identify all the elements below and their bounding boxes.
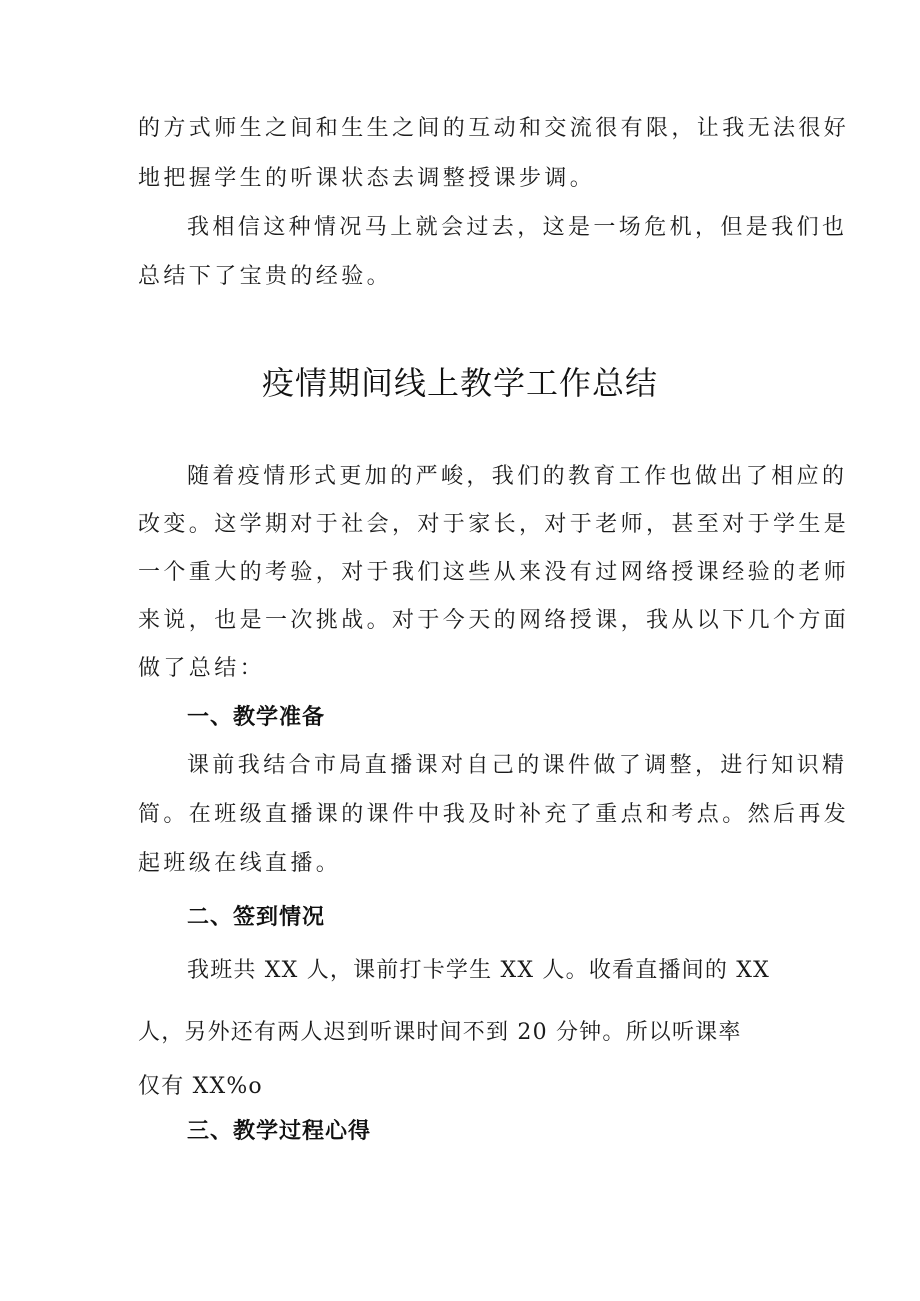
opening-line-4: 来说，也是一次挑战。对于今天的网络授课，我从以下几个方面 — [138, 608, 850, 633]
section-heading-3: 三、教学过程心得 — [187, 1119, 372, 1144]
section1-line-1: 课前我结合市局直播课对自己的课件做了调整，进行知识精 — [187, 753, 848, 778]
section-heading-2: 二、签到情况 — [187, 905, 326, 930]
section2-line-2: 人，另外还有两人迟到听课时间不到 20 分钟。所以听课率 — [138, 1020, 742, 1045]
section2-line-1: 我班共 XX 人，课前打卡学生 XX 人。收看直播间的 XX — [187, 958, 770, 983]
opening-line-5: 做了总结： — [138, 656, 266, 681]
opening-line-3: 一个重大的考验，对于我们这些从来没有过网络授课经验的老师 — [138, 560, 850, 585]
section1-line-2: 简。在班级直播课的课件中我及时补充了重点和考点。然后再发 — [138, 802, 850, 827]
intro-line-3: 我相信这种情况马上就会过去，这是一场危机，但是我们也 — [187, 215, 848, 240]
intro-line-4: 总结下了宝贵的经验。 — [138, 264, 393, 289]
document-title: 疫情期间线上教学工作总结 — [261, 364, 658, 402]
intro-line-1: 的方式师生之间和生生之间的互动和交流很有限，让我无法很好 — [138, 116, 850, 141]
section2-line-3: 仅有 XX%o — [138, 1074, 263, 1099]
intro-line-2: 地把握学生的听课状态去调整授课步调。 — [138, 166, 596, 191]
section-heading-1: 一、教学准备 — [187, 705, 326, 730]
section1-line-3: 起班级在线直播。 — [138, 851, 342, 876]
opening-line-2: 改变。这学期对于社会，对于家长，对于老师，甚至对于学生是 — [138, 512, 850, 537]
opening-line-1: 随着疫情形式更加的严峻，我们的教育工作也做出了相应的 — [187, 464, 848, 489]
